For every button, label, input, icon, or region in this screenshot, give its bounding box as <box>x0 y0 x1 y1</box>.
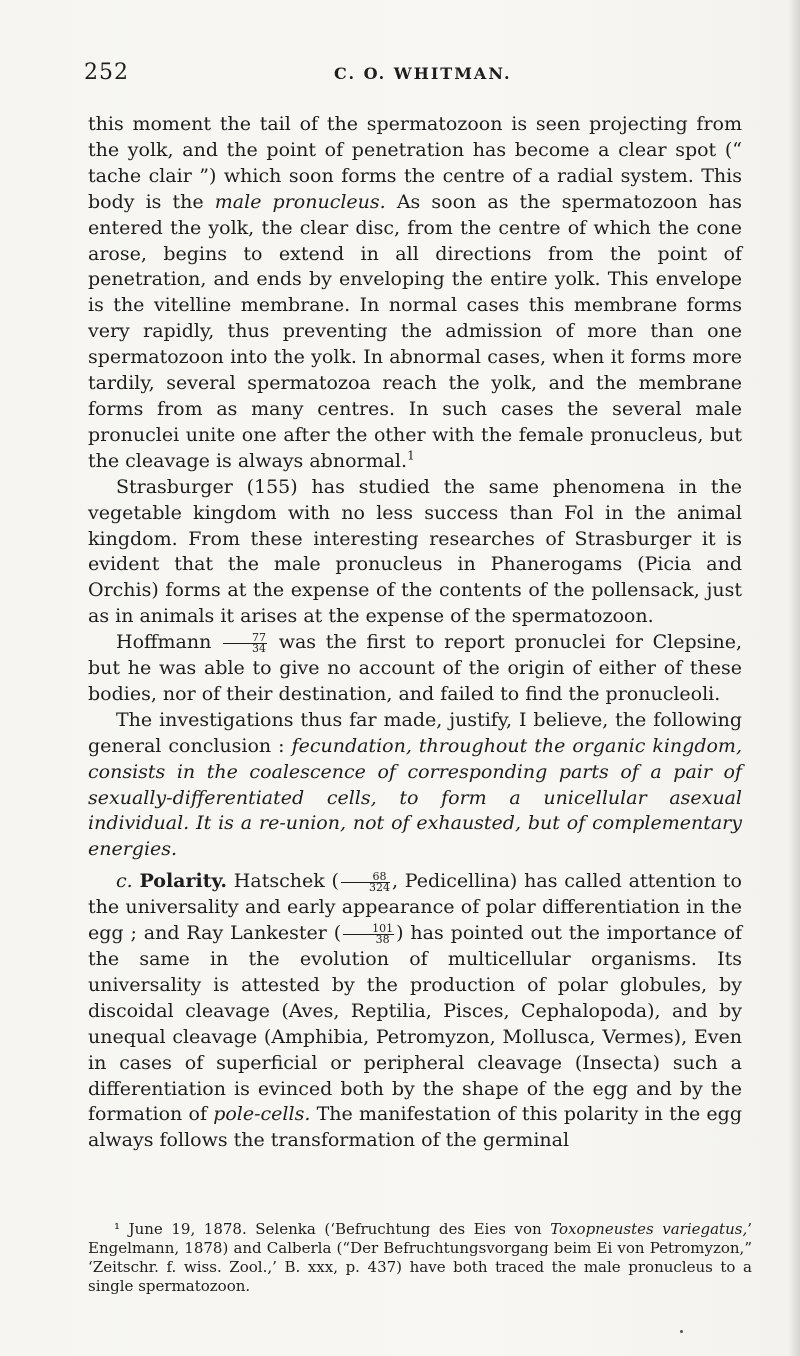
footnote-species-name: Toxopneustes variegatus, <box>550 1220 748 1238</box>
paragraph-3 <box>88 630 742 708</box>
paragraph-4 <box>88 708 742 863</box>
section-letter: c. <box>116 870 133 893</box>
page-header <box>84 60 744 90</box>
paragraph-5-text-a: Hatschek ( <box>226 870 339 893</box>
citation-fraction <box>341 869 390 894</box>
paragraph-1-text-a: this moment the tail of the spermatozoon is seen projecting from the yolk, and the point of penetration has become a clear spot (“ tache clair ”) which soon forms the centre of a radial system. This body is the <box>88 113 742 213</box>
pole-cells-term: pole-cells. <box>213 1103 311 1126</box>
paragraph-1 <box>88 112 742 475</box>
page-number: 252 <box>84 60 129 85</box>
fraction-numerator: 68 <box>341 872 390 883</box>
running-head: C. O. WHITMAN. <box>334 64 512 83</box>
paragraph-5 <box>88 869 742 1154</box>
paragraph-1-text-c: As soon as the spermatozoon has entered the yolk, the clear disc, from the centre of which the cone arose, begins to extend in all directions from the point of penetration, and ends by enveloping the entire yolk. This envelope is the vitelline membrane. In normal cases this membrane forms very rapidly, thus preventing the admission of more than one spermatozoon into the yolk. In abnormal cases, when it forms more tardily, several spermatozoa reach the yolk, and the membrane forms from as many centres. In such cases the several male pronuclei unite one after the other with the female pronucleus, but the cleavage is always abnormal. <box>88 190 742 472</box>
paragraph-3-text-a: Hoffmann <box>116 631 222 654</box>
paragraph-5-text-b: , Pedicellina) has called attention to the universality and early appearance of polar differentiation in the egg ; and Ray Lankester ( <box>88 870 742 945</box>
paragraph-2: Strasburger (155) has studied the same phenomena in the vegetable kingdom with no less success than Fol in the animal kingdom. From these interesting researches of Strasburger it is evident that the male pronucleus in Phanerogams (Picia and Orchis) forms at the expense of the contents of the pollensack, just as in animals it arises at the expense of the spermatozoon. <box>88 475 742 628</box>
paragraph-3-text-b: was the first to report pronuclei for Clepsine, but he was able to give no account of the origin of either of these bodies, nor of their destination, and failed to find the pronucleoli. <box>88 631 742 705</box>
footnote-text-a: June 19, 1878. Selenka (‘Befruchtung des Eies von <box>120 1220 551 1238</box>
fraction-denominator: 324 <box>368 880 390 894</box>
section-heading: Polarity. <box>139 870 227 893</box>
footnote-1 <box>88 1220 752 1296</box>
general-conclusion: fecundation, throughout the organic kingdom, consists in the coalescence of corresponding parts of a pair of sexually-differentiated cells, to form a unicellular asexual individual. It is a re-union, not of exhausted, but of complementary energies. <box>88 734 742 861</box>
fraction-numerator: 77 <box>223 633 267 644</box>
footnotes <box>88 1220 752 1296</box>
paragraph-5-text-c: ) has pointed out the importance of the same in the evolution of multicellular organisms. Its universality is attested by the production of polar globules, by discoidal cleavage (Aves, Reptilia, Pisces, Cephalopoda), and by unequal cleavage (Amphibia, Petromyzon, Mollusca, Vermes), Even in cases of superficial or peripheral cleavage (Insecta) such a differentiation is evinced both by the shape of the egg and by the formation of <box>88 922 742 1126</box>
print-speck <box>680 1330 683 1333</box>
body-text <box>88 112 742 1154</box>
footnote-marker: ¹ <box>114 1220 121 1238</box>
footnote-reference: 1 <box>407 448 415 463</box>
fraction-denominator: 34 <box>252 641 267 655</box>
citation-fraction <box>223 630 267 655</box>
footnote-text-c: ’ Engelmann, 1878) and Calberla (“Der Befruchtungsvorgang beim Ei von Petromyzon,” ‘Zeitschr. f. wiss. Zool.,’ B. xxx, p. 437) have both traced the male pronucleus to a single spermatozoon. <box>88 1220 752 1295</box>
paragraph-4-text-a: The investigations thus far made, justify, I believe, the following general conclusion : <box>88 708 742 757</box>
fraction-numerator: 101 <box>343 924 394 935</box>
paragraph-5-text-e: The manifestation of this polarity in the egg always follows the transformation of the germinal <box>88 1103 742 1152</box>
fraction-denominator: 38 <box>375 932 390 946</box>
citation-fraction <box>343 921 394 946</box>
male-pronucleus-term: male pronucleus. <box>214 190 386 213</box>
